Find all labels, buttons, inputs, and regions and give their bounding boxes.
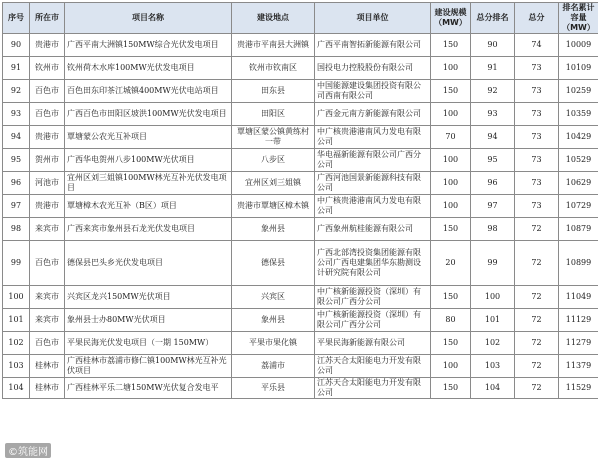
site-cell: 钦州市钦南区 xyxy=(232,57,315,80)
row-number: 103 xyxy=(3,355,30,378)
scale-cell: 150 xyxy=(431,378,471,399)
project-name-cell: 覃塘蒙公农光互补项目 xyxy=(65,126,232,149)
project-name-cell: 广西来宾市象州县石龙光伏发电项目 xyxy=(65,218,232,241)
city-cell: 来宾市 xyxy=(30,309,65,332)
scale-cell: 100 xyxy=(431,172,471,195)
row-number: 98 xyxy=(3,218,30,241)
project-unit-cell: 广西象州航桂能源有限公司 xyxy=(315,218,431,241)
cumulative-capacity-cell: 10359 xyxy=(559,103,599,126)
site-cell: 贵港市平南县大洲镇 xyxy=(232,34,315,57)
score-cell: 73 xyxy=(515,57,559,80)
table-row xyxy=(3,309,599,332)
city-cell: 百色市 xyxy=(30,332,65,355)
rank-cell: 101 xyxy=(471,309,515,332)
site-cell: 象州县 xyxy=(232,309,315,332)
project-name-cell: 平果民海光伏发电项目（一期 150MW） xyxy=(65,332,232,355)
city-cell: 百色市 xyxy=(30,103,65,126)
rank-cell: 99 xyxy=(471,241,515,286)
project-ranking-table xyxy=(2,2,598,399)
row-number: 90 xyxy=(3,34,30,57)
column-header: 项目名称 xyxy=(65,3,232,34)
row-number: 99 xyxy=(3,241,30,286)
row-number: 96 xyxy=(3,172,30,195)
table-row xyxy=(3,378,599,399)
city-cell: 来宾市 xyxy=(30,218,65,241)
table-row xyxy=(3,355,599,378)
score-cell: 72 xyxy=(515,355,559,378)
cumulative-capacity-cell: 11379 xyxy=(559,355,599,378)
rank-cell: 100 xyxy=(471,286,515,309)
column-header: 排名累计容量（MW） xyxy=(559,3,599,34)
row-number: 104 xyxy=(3,378,30,399)
scale-cell: 100 xyxy=(431,57,471,80)
project-name-cell: 宜州区刘三姐镇100MW林光互补光伏发电项目 xyxy=(65,172,232,195)
scale-cell: 100 xyxy=(431,195,471,218)
scale-cell: 150 xyxy=(431,218,471,241)
row-number: 101 xyxy=(3,309,30,332)
cumulative-capacity-cell: 10629 xyxy=(559,172,599,195)
project-unit-cell: 广西金元南方新能源有限公司 xyxy=(315,103,431,126)
cumulative-capacity-cell: 10879 xyxy=(559,218,599,241)
project-name-cell: 广西百色市田阳区坡洪100MW光伏发电项目 xyxy=(65,103,232,126)
column-header: 序号 xyxy=(3,3,30,34)
column-header: 总分排名 xyxy=(471,3,515,34)
table-row xyxy=(3,218,599,241)
table-row xyxy=(3,286,599,309)
site-cell: 田东县 xyxy=(232,80,315,103)
scale-cell: 150 xyxy=(431,332,471,355)
document-page xyxy=(2,2,598,459)
project-unit-cell: 华电福新能源有限公司广西分公司 xyxy=(315,149,431,172)
table-row xyxy=(3,149,599,172)
column-header: 总分 xyxy=(515,3,559,34)
cumulative-capacity-cell: 10009 xyxy=(559,34,599,57)
scale-cell: 100 xyxy=(431,149,471,172)
table-row xyxy=(3,57,599,80)
cumulative-capacity-cell: 10899 xyxy=(559,241,599,286)
project-unit-cell: 广西河池国景新能源科技有限公司 xyxy=(315,172,431,195)
row-number: 94 xyxy=(3,126,30,149)
score-cell: 73 xyxy=(515,126,559,149)
score-cell: 73 xyxy=(515,149,559,172)
project-name-cell: 德保县巴头乡光伏发电项目 xyxy=(65,241,232,286)
project-unit-cell: 平果民海新能源有限公司 xyxy=(315,332,431,355)
project-name-cell: 象州县士办80MW光伏项目 xyxy=(65,309,232,332)
site-cell: 兴宾区 xyxy=(232,286,315,309)
row-number: 100 xyxy=(3,286,30,309)
cumulative-capacity-cell: 10259 xyxy=(559,80,599,103)
rank-cell: 104 xyxy=(471,378,515,399)
row-number: 92 xyxy=(3,80,30,103)
project-name-cell: 覃塘樟木农光互补（B区）项目 xyxy=(65,195,232,218)
score-cell: 72 xyxy=(515,218,559,241)
project-unit-cell: 江苏天合太阳能电力开发有限公司 xyxy=(315,355,431,378)
table-body xyxy=(3,34,599,399)
site-cell: 平乐县 xyxy=(232,378,315,399)
scale-cell: 20 xyxy=(431,241,471,286)
cumulative-capacity-cell: 10109 xyxy=(559,57,599,80)
score-cell: 72 xyxy=(515,309,559,332)
rank-cell: 91 xyxy=(471,57,515,80)
cumulative-capacity-cell: 11129 xyxy=(559,309,599,332)
column-header: 项目单位 xyxy=(315,3,431,34)
city-cell: 贺州市 xyxy=(30,149,65,172)
site-cell: 贵港市覃塘区樟木镇 xyxy=(232,195,315,218)
scale-cell: 150 xyxy=(431,34,471,57)
rank-cell: 97 xyxy=(471,195,515,218)
score-cell: 72 xyxy=(515,286,559,309)
project-name-cell: 钦州荷木水库100MW光伏发电项目 xyxy=(65,57,232,80)
project-name-cell: 广西桂林平乐二塘150MW光伏复合发电平 xyxy=(65,378,232,399)
project-unit-cell: 国投电力控股股份有限公司 xyxy=(315,57,431,80)
site-cell: 八步区 xyxy=(232,149,315,172)
project-name-cell: 广西平南大洲镇150MW综合光伏发电项目 xyxy=(65,34,232,57)
row-number: 93 xyxy=(3,103,30,126)
column-header: 所在市 xyxy=(30,3,65,34)
city-cell: 来宾市 xyxy=(30,286,65,309)
site-cell: 田阳区 xyxy=(232,103,315,126)
cumulative-capacity-cell: 10729 xyxy=(559,195,599,218)
rank-cell: 96 xyxy=(471,172,515,195)
city-cell: 贵港市 xyxy=(30,195,65,218)
table-row xyxy=(3,34,599,57)
project-name-cell: 兴宾区龙兴150MW光伏项目 xyxy=(65,286,232,309)
city-cell: 桂林市 xyxy=(30,378,65,399)
row-number: 95 xyxy=(3,149,30,172)
scale-cell: 100 xyxy=(431,103,471,126)
rank-cell: 102 xyxy=(471,332,515,355)
city-cell: 百色市 xyxy=(30,80,65,103)
table-header-row xyxy=(3,3,599,34)
project-unit-cell: 广西北部湾投资集团能源有限公司广西电建集团华东勘测设计研究院有限公司 xyxy=(315,241,431,286)
city-cell: 河池市 xyxy=(30,172,65,195)
project-name-cell: 广西华电贺州八步100MW光伏项目 xyxy=(65,149,232,172)
city-cell: 钦州市 xyxy=(30,57,65,80)
scale-cell: 150 xyxy=(431,80,471,103)
project-unit-cell: 中广核贵港港南风力发电有限公司 xyxy=(315,195,431,218)
table-row xyxy=(3,80,599,103)
column-header: 建设规模（MW） xyxy=(431,3,471,34)
project-unit-cell: 广西平南智拓新能源有限公司 xyxy=(315,34,431,57)
cumulative-capacity-cell: 10529 xyxy=(559,149,599,172)
table-row xyxy=(3,195,599,218)
table-row xyxy=(3,126,599,149)
column-header: 建设地点 xyxy=(232,3,315,34)
project-unit-cell: 江苏天合太阳能电力开发有限公司 xyxy=(315,378,431,399)
watermark: ©筑能网 xyxy=(5,443,51,458)
score-cell: 73 xyxy=(515,80,559,103)
scale-cell: 70 xyxy=(431,126,471,149)
table-row xyxy=(3,103,599,126)
site-cell: 覃塘区蒙公镇黄练村一带 xyxy=(232,126,315,149)
project-unit-cell: 中广核新能源投资（深圳）有限公司广西分公司 xyxy=(315,309,431,332)
row-number: 91 xyxy=(3,57,30,80)
score-cell: 72 xyxy=(515,332,559,355)
rank-cell: 103 xyxy=(471,355,515,378)
city-cell: 百色市 xyxy=(30,241,65,286)
rank-cell: 98 xyxy=(471,218,515,241)
project-name-cell: 百色田东印茶江城镇400MW光伏电站项目 xyxy=(65,80,232,103)
cumulative-capacity-cell: 11279 xyxy=(559,332,599,355)
city-cell: 贵港市 xyxy=(30,34,65,57)
score-cell: 73 xyxy=(515,195,559,218)
rank-cell: 95 xyxy=(471,149,515,172)
cumulative-capacity-cell: 11049 xyxy=(559,286,599,309)
scale-cell: 150 xyxy=(431,286,471,309)
city-cell: 桂林市 xyxy=(30,355,65,378)
scale-cell: 100 xyxy=(431,355,471,378)
site-cell: 宜州区刘三姐镇 xyxy=(232,172,315,195)
row-number: 97 xyxy=(3,195,30,218)
score-cell: 73 xyxy=(515,103,559,126)
site-cell: 德保县 xyxy=(232,241,315,286)
site-cell: 象州县 xyxy=(232,218,315,241)
score-cell: 72 xyxy=(515,378,559,399)
scale-cell: 80 xyxy=(431,309,471,332)
project-unit-cell: 中国能源建设集团投资有限公司西南有限公司 xyxy=(315,80,431,103)
rank-cell: 92 xyxy=(471,80,515,103)
rank-cell: 93 xyxy=(471,103,515,126)
table-row xyxy=(3,332,599,355)
score-cell: 73 xyxy=(515,172,559,195)
project-unit-cell: 中广核新能源投资（深圳）有限公司广西分公司 xyxy=(315,286,431,309)
rank-cell: 90 xyxy=(471,34,515,57)
row-number: 102 xyxy=(3,332,30,355)
city-cell: 贵港市 xyxy=(30,126,65,149)
rank-cell: 94 xyxy=(471,126,515,149)
site-cell: 荔浦市 xyxy=(232,355,315,378)
score-cell: 72 xyxy=(515,241,559,286)
project-unit-cell: 中广核贵港港南风力发电有限公司 xyxy=(315,126,431,149)
cumulative-capacity-cell: 10429 xyxy=(559,126,599,149)
table-row xyxy=(3,241,599,286)
project-name-cell: 广西桂林市荔浦市修仁镇100MW林光互补光伏项目 xyxy=(65,355,232,378)
table-row xyxy=(3,172,599,195)
site-cell: 平果市果化镇 xyxy=(232,332,315,355)
score-cell: 74 xyxy=(515,34,559,57)
cumulative-capacity-cell: 11529 xyxy=(559,378,599,399)
